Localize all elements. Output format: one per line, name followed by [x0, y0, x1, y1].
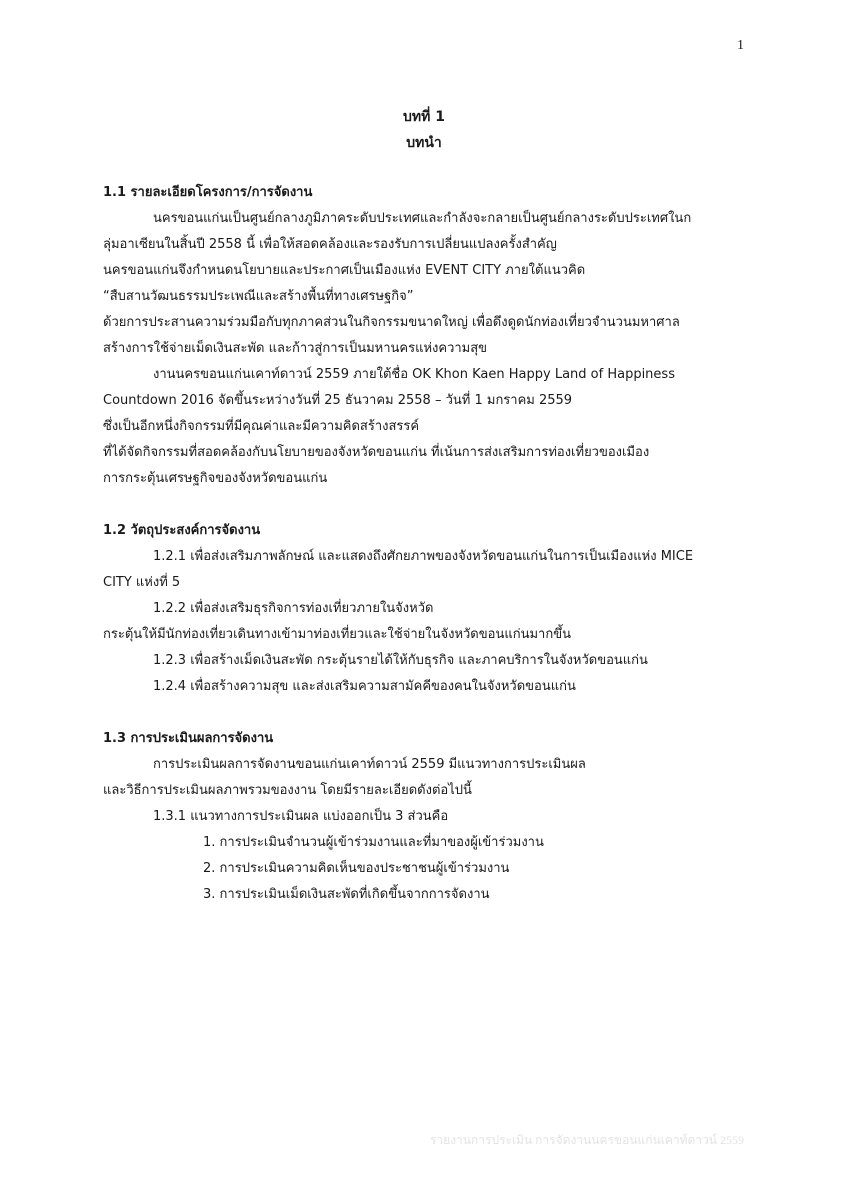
paragraph-line: ลุ่มอาเซียนในสิ้นปี 2558 นี้ เพื่อให้สอดคล้องและรองรับการเปลี่ยนแปลงครั้งสำคัญ: [103, 237, 557, 252]
objective-line: 1.2.1 เพื่อส่งเสริมภาพลักษณ์ และแสดงถึงศักยภาพของจังหวัดขอนแก่นในการเป็นเมืองแห่ง MICE: [153, 549, 694, 564]
page-number: 1: [737, 38, 744, 53]
paragraph-line: ที่ได้จัดกิจกรรมที่สอดคล้องกับนโยบายของจังหวัดขอนแก่น ที่เน้นการส่งเสริมการท่องเที่ยวของเมือง: [103, 445, 650, 460]
objective-line: 1.2.4 เพื่อสร้างความสุข และส่งเสริมความสามัคคีของคนในจังหวัดขอนแก่น: [153, 679, 576, 694]
paragraph-line: Countdown 2016 จัดขึ้นระหว่างวันที่ 25 ธันวาคม 2558 – วันที่ 1 มกราคม 2559: [103, 393, 573, 408]
paragraph-line: ด้วยการประสานความร่วมมือกับทุกภาคส่วนในกิจกรรมขนาดใหญ่ เพื่อดึงดูดนักท่องเที่ยวจำนวนมหาศาล: [103, 315, 680, 330]
paragraph-line: งานนครขอนแก่นเคาท์ดาวน์ 2559 ภายใต้ชื่อ OK Khon Kaen Happy Land of Happiness: [153, 367, 675, 382]
document-body: [103, 180, 753, 908]
list-item: 1. การประเมินจำนวนผู้เข้าร่วมงานและที่มาของผู้เข้าร่วมงาน: [203, 835, 544, 850]
paragraph-line: “สืบสานวัฒนธรรมประเพณีและสร้างพื้นที่ทางเศรษฐกิจ”: [103, 289, 414, 304]
list-item: 2. การประเมินความคิดเห็นของประชาชนผู้เข้าร่วมงาน: [203, 861, 510, 876]
paragraph-line: สร้างการใช้จ่ายเม็ดเงินสะพัด และก้าวสู่การเป็นมหานครแห่งความสุข: [103, 341, 488, 356]
objective-line: CITY แห่งที่ 5: [103, 575, 181, 590]
paragraph-line: การประเมินผลการจัดงานขอนแก่นเคาท์ดาวน์ 2559 มีแนวทางการประเมินผล: [153, 757, 586, 772]
chapter-title: บทนำ: [406, 135, 442, 151]
paragraph-line: ซึ่งเป็นอีกหนึ่งกิจกรรมที่มีคุณค่าและมีความคิดสร้างสรรค์: [103, 419, 420, 434]
paragraph-line: นครขอนแก่นเป็นศูนย์กลางภูมิภาคระดับประเทศและกำลังจะกลายเป็นศูนย์กลางระดับประเทศในก: [153, 211, 692, 226]
paragraph-line: นครขอนแก่นจึงกำหนดนโยบายและประกาศเป็นเมืองแห่ง EVENT CITY ภายใต้แนวคิด: [103, 263, 586, 278]
section-heading-1-2: 1.2 วัตถุประสงค์การจัดงาน: [103, 523, 261, 538]
list-item: 3. การประเมินเม็ดเงินสะพัดที่เกิดขึ้นจากการจัดงาน: [203, 887, 490, 902]
objective-line: 1.2.3 เพื่อสร้างเม็ดเงินสะพัด กระตุ้นรายได้ให้กับธุรกิจ และภาคบริการในจังหวัดขอนแก่น: [153, 653, 648, 668]
paragraph-line: การกระตุ้นเศรษฐกิจของจังหวัดขอนแก่น: [103, 471, 328, 486]
objective-line: กระตุ้นให้มีนักท่องเที่ยวเดินทางเข้ามาท่องเที่ยวและใช้จ่ายในจังหวัดขอนแก่นมากขึ้น: [103, 627, 571, 642]
chapter-number: บทที่ 1: [403, 109, 445, 125]
section-heading-1-1: 1.1 รายละเอียดโครงการ/การจัดงาน: [103, 185, 313, 200]
objective-line: 1.2.2 เพื่อส่งเสริมธุรกิจการท่องเที่ยวภายในจังหวัด: [153, 601, 434, 616]
paragraph-line: 1.3.1 แนวทางการประเมินผล แบ่งออกเป็น 3 ส่วนคือ: [153, 809, 449, 824]
paragraph-line: และวิธีการประเมินผลภาพรวมของงาน โดยมีรายละเอียดดังต่อไปนี้: [103, 783, 472, 798]
section-heading-1-3: 1.3 การประเมินผลการจัดงาน: [103, 731, 274, 746]
page-footer: รายงานการประเมิน การจัดงานนครขอนแก่นเคาท์ดาวน์ 2559: [429, 1133, 744, 1147]
